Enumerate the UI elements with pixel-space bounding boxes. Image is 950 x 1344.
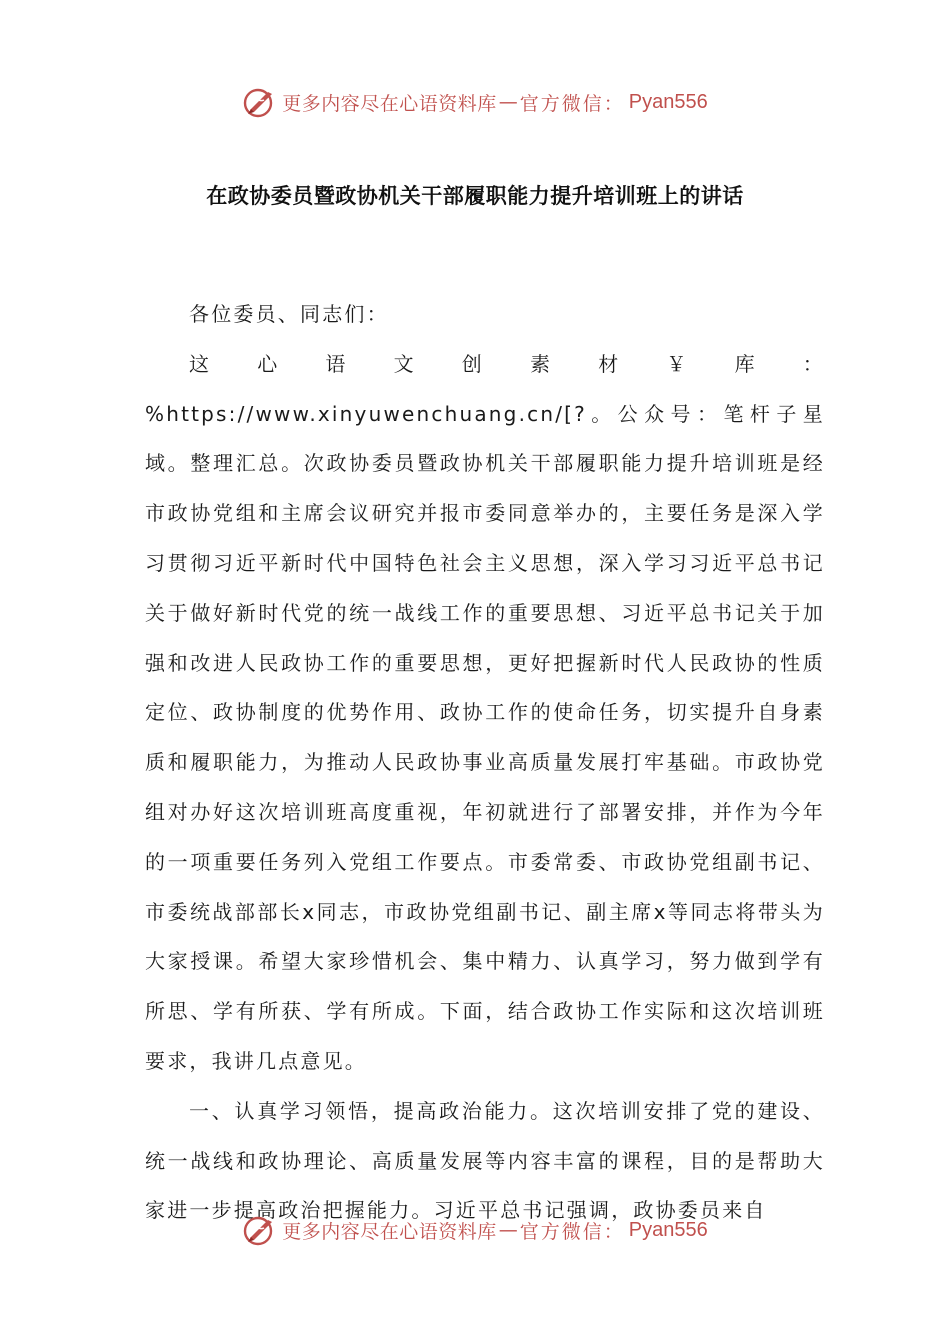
banner-separator: —: [498, 1219, 518, 1241]
pen-logo-icon: [242, 1212, 278, 1248]
banner-wechat-id: Pyan556: [628, 90, 708, 113]
banner-separator: —: [498, 91, 518, 113]
footer-banner: [0, 1208, 950, 1252]
paragraph-2: 一、认真学习领悟，提高政治能力。这次培训安排了党的建设、统一战线和政协理论、高质量发展等内容丰富的课程，目的是帮助大家进一步提高政治把握能力。习近平总书记强调，政协委员来自: [145, 1098, 825, 1223]
document-title: 在政协委员暨政协机关干部履职能力提升培训班上的讲话: [206, 184, 744, 208]
salutation: 各位委员、同志们：: [189, 302, 389, 326]
banner-label: 官方微信：: [519, 1220, 625, 1243]
pen-logo-icon: [242, 84, 278, 120]
header-banner: [0, 80, 950, 124]
banner-text: 更多内容尽在心语资料库: [282, 92, 497, 115]
paragraph-1: 这心语文创素材￥库：%https://www.xinyuwenchuang.cn/[?。公众号：笔杆子星域。整理汇总。次政协委员暨政协机关干部履职能力提升培训班是经市政协党组和主席会议研究并报市委同意举办的，主要任务是深入学习贯彻习近平新时代中国特色社会主义思想，深入学习习近平总书记关于做好新时代党的统一战线工作的重要思想、习近平总书记关于加强和改进人民政协工作的重要思想，更好把握新时代人民政协的性质定位、政协制度的优势作用、政协工作的使命任务，切实提升自身素质和履职能力，为推动人民政协事业高质量发展打牢基础。市政协党组对办好这次培训班高度重视，年初就进行了部署安排，并作为今年的一项重要任务列入党组工作要点。市委常委、市政协党组副书记、市委统战部部长x同志，市政协党组副书记、副主席x等同志将带头为大家授课。希望大家珍惜机会、集中精力、认真学习，努力做到学有所思、学有所获、学有所成。下面，结合政协工作实际和这次培训班要求，我讲几点意见。: [145, 351, 825, 1073]
banner-label: 官方微信：: [519, 92, 625, 115]
banner-text: 更多内容尽在心语资料库: [282, 1220, 497, 1243]
banner-wechat-id: Pyan556: [628, 1218, 708, 1241]
document-body: [145, 290, 825, 1236]
